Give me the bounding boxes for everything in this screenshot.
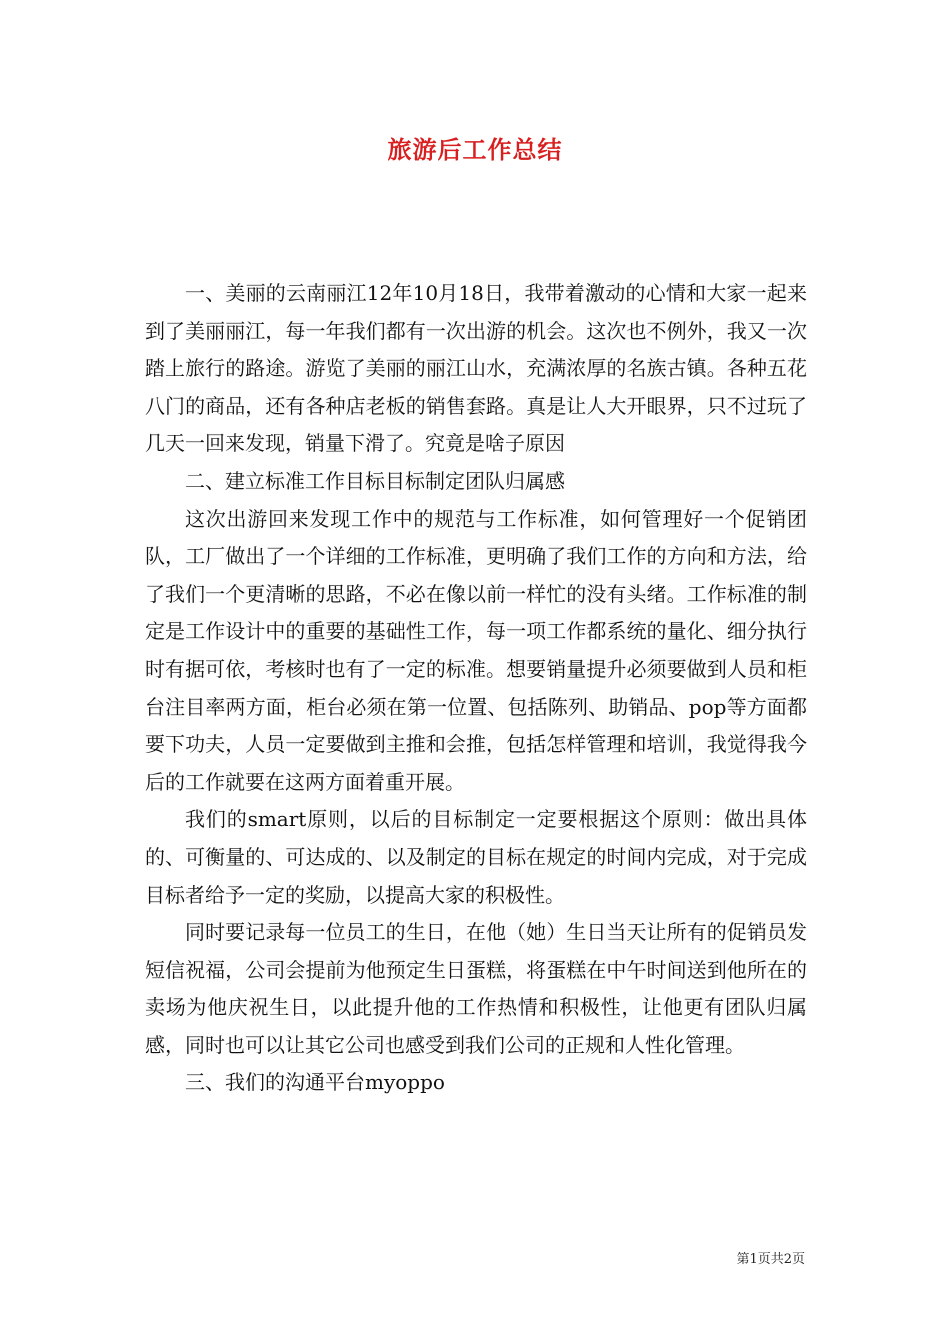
paragraph-1: 一、美丽的云南丽江12年10月18日，我带着激动的心情和大家一起来到了美丽丽江，每一年我们都有一次出游的机会。这次也不例外，我又一次踏上旅行的路途。游览了美丽的丽江山水，充满浓厚的名族古镇。各种五花八门的商品，还有各种店老板的销售套路。真是让人大开眼界，只不过玩了几天一回来发现，销量下滑了。究竟是啥子原因 bbox=[145, 281, 807, 456]
document-title: 旅游后工作总结 bbox=[387, 135, 563, 164]
paragraph-2: 二、建立标准工作目标目标制定团队归属感 bbox=[185, 468, 565, 493]
paragraph-3: 这次出游回来发现工作中的规范与工作标准，如何管理好一个促销团队，工厂做出了一个详细的工作标准，更明确了我们工作的方向和方法，给了我们一个更清晰的思路，不必在像以前一样忙的没有头绪。工作标准的制定是工作设计中的重要的基础性工作，每一项工作都系统的量化、细分执行时有据可依，考核时也有了一定的标准。想要销量提升必须要做到人员和柜台注目率两方面，柜台必须在第一位置、包括陈列、助销品、pop等方面都要下功夫，人员一定要做到主推和会推，包括怎样管理和培训，我觉得我今后的工作就要在这两方面着重开展。 bbox=[145, 506, 807, 794]
paragraph-5: 同时要记录每一位员工的生日，在他（她）生日当天让所有的促销员发短信祝福，公司会提前为他预定生日蛋糕，将蛋糕在中午时间送到他所在的卖场为他庆祝生日，以此提升他的工作热情和积极性，让他更有团队归属感，同时也可以让其它公司也感受到我们公司的正规和人性化管理。 bbox=[145, 920, 807, 1057]
document-body bbox=[145, 275, 807, 1102]
paragraph-6: 三、我们的沟通平台myoppo bbox=[185, 1070, 445, 1095]
page-number: 第1页共2页 bbox=[736, 1252, 805, 1267]
paragraph-4: 我们的smart原则，以后的目标制定一定要根据这个原则：做出具体的、可衡量的、可达成的、以及制定的目标在规定的时间内完成，对于完成目标者给予一定的奖励，以提高大家的积极性。 bbox=[145, 807, 807, 907]
